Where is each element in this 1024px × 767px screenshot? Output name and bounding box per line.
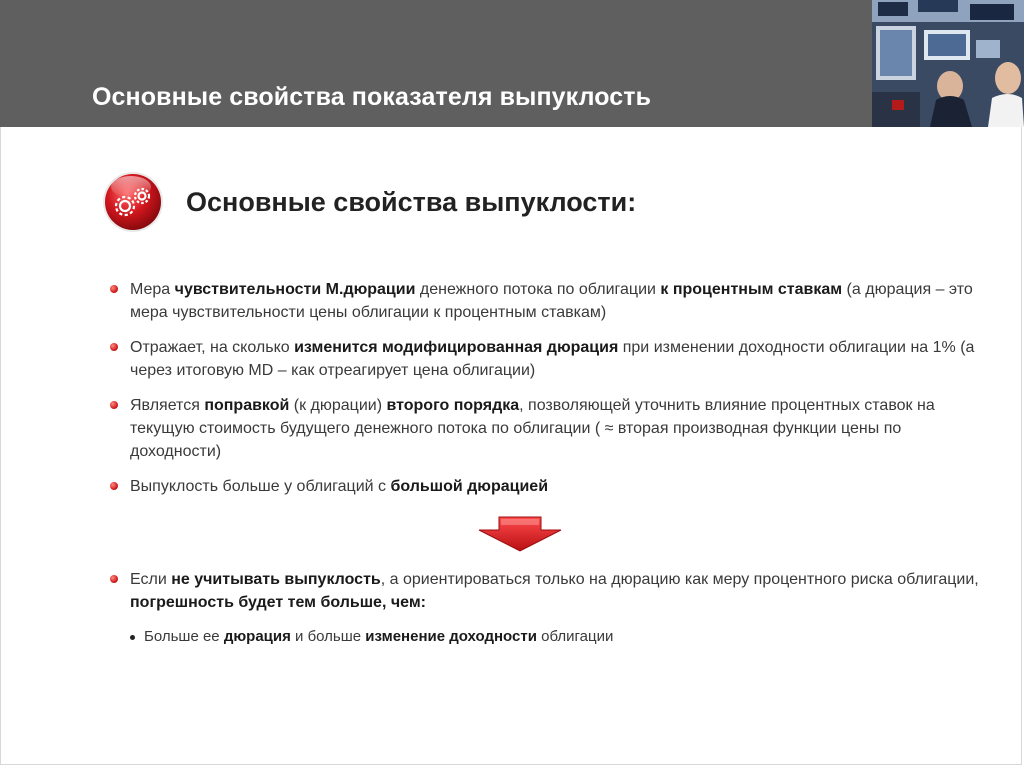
bold-term: изменится модифицированная дюрация bbox=[294, 339, 619, 356]
bold-term: изменение доходности bbox=[365, 628, 537, 645]
bold-term: не учитывать выпуклость bbox=[171, 571, 381, 588]
property-list bbox=[110, 278, 990, 510]
text-run: (а дюрация – это мера чувствительности цены облигации к процентным ставкам) bbox=[130, 281, 973, 321]
text-run: денежного потока по облигации bbox=[415, 281, 661, 298]
bold-term: дюрация bbox=[223, 628, 291, 645]
bold-term: чувствительности М.дюрации bbox=[174, 281, 416, 298]
page-title: Основные свойства показателя выпуклость bbox=[92, 83, 652, 111]
text-run: Отражает, на сколько bbox=[130, 339, 295, 356]
text-run: Мера bbox=[130, 281, 175, 298]
trading-floor-photo-icon bbox=[872, 0, 1024, 127]
bullet-dot-icon bbox=[110, 285, 118, 293]
text-run: и больше bbox=[290, 628, 366, 645]
bold-term: поправкой bbox=[204, 397, 290, 414]
trading-floor-photo-icon-graphic bbox=[872, 0, 1024, 127]
section-title: Основные свойства выпуклости: bbox=[186, 187, 637, 217]
conclusion-block bbox=[110, 568, 990, 648]
bold-term: к процентным ставкам bbox=[660, 281, 843, 298]
text-run: , позволяющей уточнить влияние процентных ставок на текущую стоимость будущего денежного потока по облигации ( ≈ вторая производная функции цены по доходности) bbox=[130, 397, 935, 460]
gears-icon bbox=[101, 170, 165, 234]
text-run: при изменении доходности облигации на 1% (а через итоговую MD – как отреагирует цена облигации) bbox=[130, 339, 975, 379]
bold-term: погрешность будет тем больше, чем: bbox=[130, 594, 426, 611]
list-item bbox=[110, 394, 990, 463]
text-run: , а ориентироваться только на дюрацию как меру процентного риска облигации, bbox=[380, 571, 979, 588]
bullet-dot-icon bbox=[110, 343, 118, 351]
text-run: Если bbox=[130, 571, 172, 588]
arrow-down-icon bbox=[477, 516, 563, 552]
sub-bullet-dot-icon bbox=[130, 635, 135, 640]
list-item bbox=[110, 336, 990, 382]
bullet-dot-icon bbox=[110, 575, 118, 583]
bullet-dot-icon bbox=[110, 482, 118, 490]
bullet-dot-icon bbox=[110, 401, 118, 409]
list-item bbox=[110, 475, 990, 498]
header-bar bbox=[0, 0, 1024, 127]
conclusion-bullet bbox=[110, 568, 990, 614]
text-run: Выпуклость больше у облигаций с bbox=[130, 478, 391, 495]
text-run: Больше ее bbox=[144, 628, 224, 645]
text-run: (к дюрации) bbox=[289, 397, 387, 414]
text-run: облигации bbox=[536, 628, 614, 645]
sub-list-item bbox=[130, 626, 990, 648]
list-item bbox=[110, 278, 990, 324]
bold-term: второго порядка bbox=[386, 397, 520, 414]
text-run: Является bbox=[130, 397, 205, 414]
bold-term: большой дюрацией bbox=[390, 478, 549, 495]
